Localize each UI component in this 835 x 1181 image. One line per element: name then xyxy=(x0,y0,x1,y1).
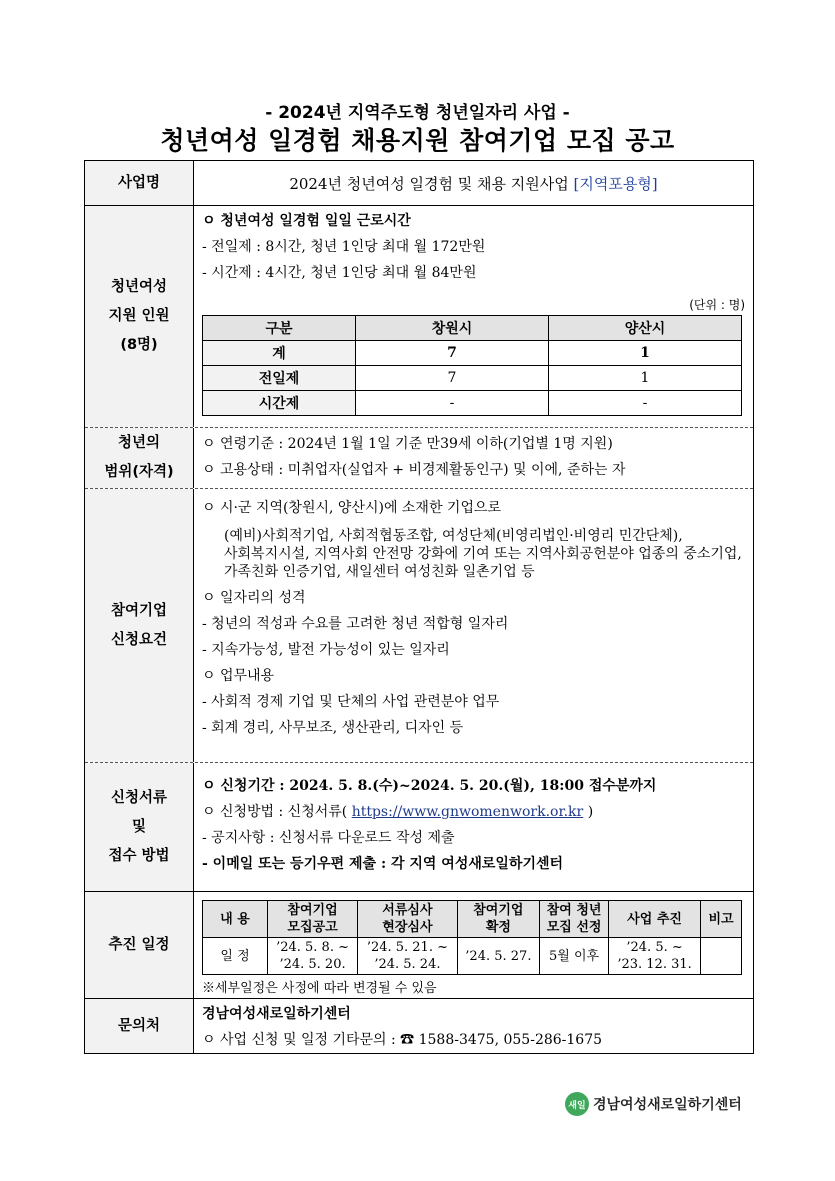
schedule-table xyxy=(202,900,742,975)
schedule-label: 추진 일정 xyxy=(85,892,194,998)
center-logo xyxy=(565,1092,742,1116)
schedule-cell: ’24. 5. 27. xyxy=(457,938,539,975)
business-name: 2024년 청년여성 일경험 및 채용 지원사업 xyxy=(289,174,569,193)
eligibility-label xyxy=(85,428,194,488)
col-header: 창원시 xyxy=(356,316,549,341)
schedule-cell: 일 정 xyxy=(203,938,268,975)
method-prefix: ㅇ 신청방법 : 신청서류( xyxy=(202,804,348,820)
requirements-label xyxy=(85,489,194,762)
business-tag: [지역포용형] xyxy=(573,174,658,193)
schedule-col-header: 서류심사 현장심사 xyxy=(358,901,458,938)
contact-row xyxy=(85,999,753,1053)
schedule-cell xyxy=(701,938,742,975)
schedule-col-header: 비고 xyxy=(701,901,742,938)
website-link[interactable]: https://www.gnwomenwork.or.kr xyxy=(351,804,584,820)
application-label-line: 접수 방법 xyxy=(108,847,170,864)
support-item: - 전일제 : 8시간, 청년 1인당 최대 월 172만원 xyxy=(202,239,486,255)
application-row xyxy=(85,763,753,892)
eligibility-item: ㅇ 고용상태 : 미취업자(실업자 + 비경제활동인구) 및 이에, 준하는 자 xyxy=(202,462,626,478)
application-label xyxy=(85,763,194,891)
requirements-item: - 회계 경리, 사무보조, 생산관리, 디자인 등 xyxy=(202,720,464,736)
cell: 7 xyxy=(356,341,549,366)
support-label-line: (8명) xyxy=(120,337,158,353)
schedule-data-row xyxy=(203,938,742,975)
row-label: 계 xyxy=(203,341,356,366)
requirements-heading: ㅇ 일자리의 성격 xyxy=(202,590,306,606)
support-item: - 시간제 : 4시간, 청년 1인당 최대 월 84만원 xyxy=(202,265,477,281)
col-header: 양산시 xyxy=(549,316,742,341)
schedule-cell: ’24. 5. ~ ’23. 12. 31. xyxy=(609,938,701,975)
support-heading: ㅇ 청년여성 일경험 일일 근로시간 xyxy=(202,213,411,229)
requirements-label-line: 신청요건 xyxy=(110,631,168,648)
schedule-cell: 5월 이후 xyxy=(540,938,609,975)
cell: 1 xyxy=(549,366,742,391)
schedule-col-header: 참여 청년 모집 선정 xyxy=(540,901,609,938)
row-label: 전일제 xyxy=(203,366,356,391)
schedule-col-header: 내 용 xyxy=(203,901,268,938)
application-submit: - 이메일 또는 등기우편 제출 : 각 지역 여성새로일하기센터 xyxy=(202,856,564,872)
announcement-table xyxy=(84,160,754,1054)
application-label-line: 및 xyxy=(131,818,146,835)
table-row xyxy=(203,341,742,366)
schedule-col-header: 참여기업 확정 xyxy=(457,901,539,938)
schedule-row xyxy=(85,892,753,999)
col-header: 구분 xyxy=(203,316,356,341)
application-label-line: 신청서류 xyxy=(110,789,167,806)
schedule-note: ※세부일정은 사정에 따라 변경될 수 있음 xyxy=(202,981,437,996)
cell: - xyxy=(356,391,549,416)
requirements-heading: ㅇ 업무내용 xyxy=(202,668,275,684)
row-label: 시간제 xyxy=(203,391,356,416)
logo-text: 경남여성새로일하기센터 xyxy=(593,1097,742,1113)
cell: 7 xyxy=(356,366,549,391)
business-name-row xyxy=(85,161,753,206)
business-label: 사업명 xyxy=(85,161,194,205)
unit-note: (단위 : 명) xyxy=(689,298,745,312)
application-method xyxy=(202,799,745,825)
support-label-line: 지원 인원 xyxy=(108,308,170,324)
eligibility-row xyxy=(85,428,753,489)
support-row xyxy=(85,206,753,428)
logo-mark-icon: 새일 xyxy=(565,1092,589,1116)
table-row xyxy=(203,391,742,416)
application-notice: - 공지사항 : 신청서류 다운로드 작성 제출 xyxy=(202,830,455,846)
document-subtitle: - 2024년 지역주도형 청년일자리 사업 - xyxy=(265,103,570,123)
requirements-row xyxy=(85,489,753,763)
contact-label: 문의처 xyxy=(85,999,194,1053)
requirements-item: - 사회적 경제 기업 및 단체의 사업 관련분야 업무 xyxy=(202,694,500,710)
support-table xyxy=(202,315,742,416)
requirements-label-line: 참여기업 xyxy=(110,602,168,619)
schedule-cell: ’24. 5. 21. ~ ’24. 5. 24. xyxy=(358,938,458,975)
eligibility-label-line: 청년의 xyxy=(117,435,160,451)
cell: 1 xyxy=(549,341,742,366)
cell: - xyxy=(549,391,742,416)
table-row xyxy=(203,366,742,391)
document-title: 청년여성 일경험 채용지원 참여기업 모집 공고 xyxy=(160,126,675,155)
eligibility-label-line: 범위(자격) xyxy=(104,464,174,480)
method-suffix: ) xyxy=(587,804,594,820)
contact-line: ㅇ 사업 신청 및 일정 기타문의 : ☎ 1588-3475, 055-286-1675 xyxy=(202,1032,603,1048)
schedule-col-header: 사업 추진 xyxy=(609,901,701,938)
schedule-cell: ’24. 5. 8. ~ ’24. 5. 20. xyxy=(268,938,358,975)
schedule-col-header: 참여기업 모집공고 xyxy=(268,901,358,938)
requirements-item: - 지속가능성, 발전 가능성이 있는 일자리 xyxy=(202,642,450,658)
requirements-heading: ㅇ 시·군 지역(창원시, 양산시)에 소재한 기업으로 xyxy=(202,500,502,516)
application-period: ㅇ 신청기간 : 2024. 5. 8.(수)~2024. 5. 20.(월), 18:00 접수분까지 xyxy=(202,778,657,794)
requirements-item: - 청년의 적성과 수요를 고려한 청년 적합형 일자리 xyxy=(202,616,509,632)
requirements-paragraph: (예비)사회적기업, 사회적협동조합, 여성단체(비영리법인·비영리 민간단체), 사회복지시설, 지역사회 안전망 강화에 기여 또는 지역사회공헌분야 업종의 중소기업, 가족친화 인증기업, 새일센터 여성친화 일촌기업 등 xyxy=(224,528,742,580)
support-label-line: 청년여성 xyxy=(110,279,167,295)
support-label xyxy=(85,206,194,427)
contact-org: 경남여성새로일하기센터 xyxy=(202,1006,351,1022)
eligibility-item: ㅇ 연령기준 : 2024년 1월 1일 기준 만39세 이하(기업별 1명 지원) xyxy=(202,436,613,452)
